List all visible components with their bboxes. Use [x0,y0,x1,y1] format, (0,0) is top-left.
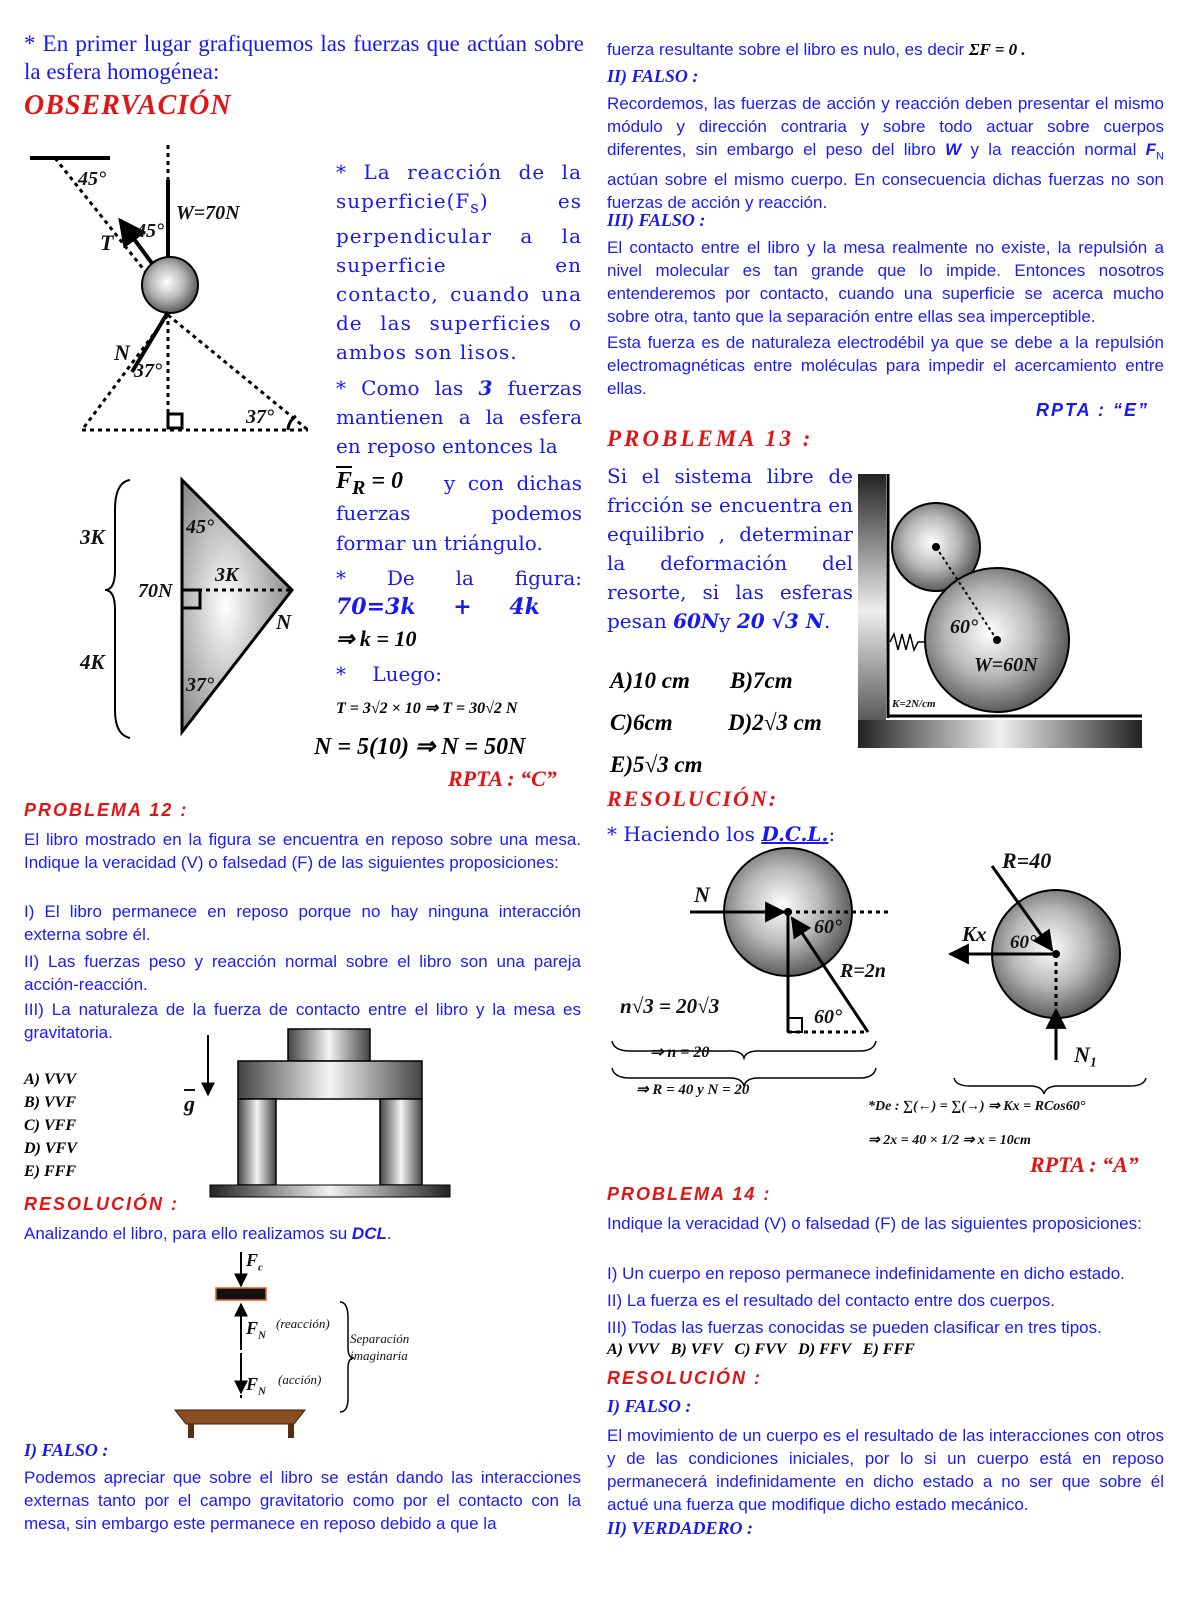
problem-13-title: PROBLEMA 13 : [607,426,814,451]
falso-i-title: I) FALSO : [24,1440,109,1460]
dcl2-center [1052,950,1060,958]
top-text: fuerza resultante sobre el libro es nulo, es decir [607,40,965,59]
fn2-sub: N [258,1385,266,1398]
dcl1-label-r: R=2n [840,960,886,982]
label-W: W=70N [176,202,240,224]
prob13-option-e: E)5√3 cm [610,752,703,777]
floor [210,1185,450,1197]
falso-ii-w: W [945,140,962,159]
fc-sub: c [258,1261,263,1274]
falso-ii-fn: F [1145,140,1157,159]
dcl1-angle-60b: 60° [814,1006,842,1028]
resolution-13-title: RESOLUCIÓN: [607,786,779,811]
top-eq: ΣF = 0 . [968,40,1026,59]
obs-p1-end: ) es perpendicular a la superficie en contacto, cuando una de las superficies o ambos son lisos. [336,189,582,364]
intro-text: * En primer lugar grafiquemos las fuerzas que actúan sobre la esfera homogénea: [24,31,584,84]
brace [105,480,130,738]
book-shape [216,1288,266,1300]
resol-text-a: Analizando el libro, para ello realizamos su [24,1224,348,1243]
vec-fr: $\overline{F}$ [336,468,353,494]
prob13-w: 20 √3 N [736,609,824,633]
falso-iii-title: III) FALSO : [607,210,706,230]
falso-ii-title: II) FALSO : [607,66,699,86]
fn1-sub: N [258,1329,266,1342]
figure-force-triangle [70,470,330,750]
option-b: B) VVF [24,1094,77,1111]
figure-sphere-forces [20,140,330,440]
angle-arc [288,416,296,430]
option-e: E) FFF [24,1163,77,1180]
answer-c: RPTA : “C” [448,766,557,791]
verdadero-ii-title: II) VERDADERO : [607,1518,754,1538]
haciendo-c: : [828,822,836,846]
option-c: C) VFF [24,1117,77,1134]
dcl1-eq1: n√3 = 20√3 [620,994,720,1018]
option-d: D) VFV [24,1140,77,1157]
prob13-option-c: C)6cm [610,710,673,735]
dcl-2-svg [930,846,1170,1096]
resolution-14-title: RESOLUCIÓN : [607,1368,763,1388]
dcl1-eq3: ⇒ R = 40 y N = 20 [636,1082,750,1098]
problem-12-options [24,1068,77,1183]
obs-p2a: * Como las [336,376,464,400]
prob13-option-d: D)2√3 cm [728,710,822,735]
sphere [142,257,198,313]
label-accion: (acción) [278,1372,322,1387]
wall [858,474,886,748]
problem-14-prop-iii: III) Todas las fuerzas conocidas se pueden clasificar en tres tipos. [607,1318,1102,1337]
falso-14-i-text: El movimiento de un cuerpo es el resultado de las interacciones con otros y de las condiciones iniciales, por lo si un cuerpo está en reposo permanecerá indefinidamente en dicho estado a no ser que sobre él actué una fuerza que modifique dicho estado mecánico. [607,1426,1164,1514]
right-top-text [607,38,1167,61]
vec-fr-sub: R [352,476,366,499]
dcl2-label-r: R=40 [1002,848,1052,873]
label-fn-accion [246,1374,266,1398]
prob13-y: y [719,609,731,633]
problem-12-prop-iii: III) La naturaleza de la fuerza de contacto entre el libro y la mesa es gravitatoria. [24,1000,581,1042]
label-N: N [114,340,130,365]
problem-14-text: Indique la veracidad (V) o falsedad (F) de las siguientes proposiciones: [607,1214,1142,1233]
incline-right [168,315,308,430]
de-la-figura: * De la figura: [336,566,582,590]
vec-rhs: = 0 [371,468,404,494]
answer-a: RPTA : “A” [1030,1152,1139,1177]
figure-problem-13 [856,470,1146,754]
obs-p2-num: 3 [478,376,493,400]
table-top [238,1061,422,1099]
prob13-option-a: A)10 cm [610,668,690,693]
observation-paragraph-1 [336,158,582,367]
fn1-text: F [246,1318,259,1338]
angle-37-right: 37° [246,406,274,428]
floor-13 [858,720,1142,748]
option-a: A) VVV [24,1071,77,1088]
label-separacion: Separación imaginaria [350,1331,410,1363]
angle-45: 45° [136,220,164,242]
falso-iii-text-2: Esta fuerza es de naturaleza electrodébil ya que se debe a la repulsión electromagnéticas entre moléculas para impedir el acercamiento entre ellas. [607,333,1164,398]
falso-ii-b: y la reacción normal [970,140,1137,159]
answer-e: RPTA : “E” [1036,400,1149,420]
label-w60: W=60N [974,654,1038,676]
dcl1-angle-60: 60° [814,916,842,938]
figure-dcl-1 [610,846,910,1106]
label-N-tri: N [276,610,292,634]
dcl2-label-n1: N₁ [1074,1042,1098,1067]
book-block [288,1029,370,1061]
falso-ii-fn-sub: N [1156,150,1164,163]
book-table-svg [180,1025,460,1200]
problem-14-prop-i: I) Un cuerpo en reposo permanece indefinidamente en dicho estado. [607,1264,1125,1283]
label-fc [246,1250,263,1274]
dcl2-eq2: ⇒ 2x = 40 × 1/2 ⇒ x = 10cm [868,1133,1031,1148]
resolution-title: RESOLUCIÓN : [24,1194,180,1214]
table-leg-left [238,1099,276,1185]
dcl1-eq2: ⇒ n = 20 [650,1044,710,1061]
angle-45-top: 45° [78,168,106,190]
mesa-leg-1 [188,1424,194,1438]
angle-37: 37° [134,360,162,382]
label-g: $\overline{g}$ [184,1091,195,1116]
right-angle-mark [168,414,182,428]
falso-14-i-title: I) FALSO : [607,1396,692,1416]
mesa-leg-2 [288,1424,294,1438]
dcl2-label-kx: Kx [962,922,987,946]
falso-ii-c: actúan sobre el mismo cuerpo. En consecuencia dichas fuerzas no son fuerzas de acción y reacción. [607,170,1164,213]
angle-37-tri: 37° [186,674,214,696]
equation-70: 70=3k + 4k [336,594,540,620]
sphere-forces-svg [20,140,330,440]
dcl1-center [784,908,792,916]
observation-paragraph-3: y con dichas fuerzas podemos formar un triángulo. [336,471,582,555]
obs-p1-text: * La reacción de la superficie(F [336,160,582,213]
label-3k-height: 3K [215,564,239,586]
equation-T: T = 3√2 × 10 ⇒ T = 30√2 N [336,700,518,717]
fn2-text: F [246,1374,259,1394]
label-T: T [100,230,114,255]
falso-iii-text: El contacto entre el libro y la mesa realmente no existe, la repulsión a nivel molecular es tan grande que lo impide. Entonces nosotros entenderemos por contacto, cuando una superficie se acerca mucho sobre otra, tanto que la separación entre ellas sea imperceptible. [607,238,1164,326]
figure-book-table [180,1025,460,1200]
problem-14-prop-ii: II) La fuerza es el resultado del contacto entre dos cuerpos. [607,1291,1055,1310]
prob13-60: 60N [673,609,720,633]
label-reaccion: (reacción) [276,1316,330,1331]
haciendo-dcl [607,822,835,846]
prob13-a: Si el sistema libre de fricción se encuentra en equilibrio , determinar la deformación del resorte, si las esferas pesan [607,464,854,633]
obs-p2b: fuerzas mantienen a la esfera en reposo entonces la [336,376,582,458]
obs-p1-sub: s [470,198,480,217]
equation-N: N = 5(10) ⇒ N = 50N [314,734,526,760]
figure-dcl-2 [930,846,1170,1096]
angle-60-fig13: 60° [950,616,978,638]
dcl1-label-n: N [694,882,710,907]
problem-12-text: El libro mostrado en la figura se encuentra en reposo sobre una mesa. Indique la veracidad (V) o falsedad (F) de las siguientes proposiciones: [24,830,581,872]
label-3k: 3K [80,525,105,549]
label-fn-reaccion [246,1318,266,1342]
problem-12-title: PROBLEMA 12 : [24,800,189,820]
problem-12-prop-ii: II) Las fuerzas peso y reacción normal sobre el libro son una pareja acción-reacción. [24,952,581,994]
falso-ii-text [607,92,1164,214]
problem-12-prop-i: I) El libro permanece en reposo porque no hay ninguna interacción externa sobre él. [24,902,581,944]
resolution-intro: Analizando el libro, para ello realizamos su DCL. [24,1224,392,1243]
observation-paragraph-2 [336,374,582,461]
label-k: K=2N/cm [892,698,936,710]
label-4k: 4K [80,650,105,674]
figure-book-dcl [200,1248,450,1438]
prob13-option-b: B)7cm [730,668,793,693]
angle-45-tri: 45° [186,516,214,538]
problem-13-svg [856,470,1146,754]
equation-k: ⇒ k = 10 [336,626,417,651]
dcl2-brace [954,1078,1146,1094]
luego: * Luego: [336,662,442,686]
resol-text-b: DCL [351,1224,387,1243]
dcl2-angle-60: 60° [1010,932,1037,953]
haciendo-a: * Haciendo los [607,822,755,846]
dcl1-right-angle [788,1018,802,1032]
table-leg-right [380,1099,422,1185]
falso-ii-a: Recordemos, las fuerzas de acción y reacción deben presentar el mismo módulo y dirección contraria y sobre todo actuar sobre cuerpos diferentes, sin embargo el peso del libro [607,94,1164,159]
dcl2-eq1: *De : ∑(←) = ∑(→) ⇒ Kx = RCos60° [868,1099,1086,1114]
observacion-title: OBSERVACIÓN [24,90,232,121]
problem-14-title: PROBLEMA 14 : [607,1184,772,1204]
mesa-top [175,1410,305,1424]
haciendo-b: D.C.L. [761,822,829,846]
problem-13-text [607,462,853,636]
falso-i-text: Podemos apreciar que sobre el libro se están dando las interacciones externas tanto por el campo gravitatorio como por el contacto con la mesa, sin embargo este permanece en reposo debido a que la [24,1468,581,1533]
fc-text: F [246,1250,259,1270]
problem-14-options: A) VVV B) VFV C) FVV D) FFV E) FFF [607,1341,915,1358]
prob13-dot: . [823,609,831,633]
label-70n: 70N [138,580,173,602]
spring [890,634,924,650]
